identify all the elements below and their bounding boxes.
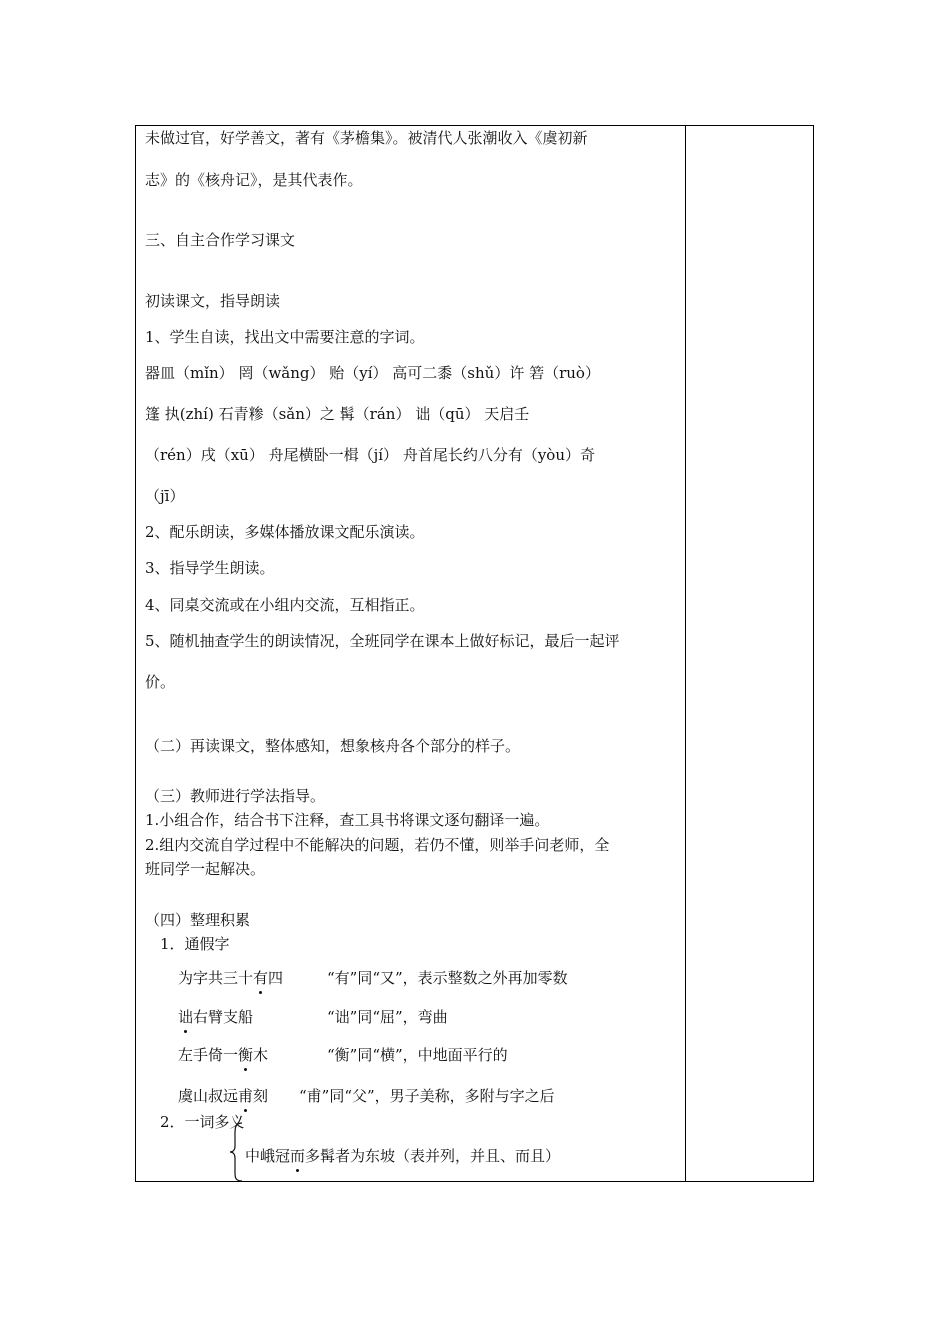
emphasis-char: 诎 bbox=[178, 1008, 194, 1026]
part-4-heading: （四）整理积累 bbox=[145, 911, 251, 929]
reading-step-1: 1、学生自读，找出文中需要注意的字词。 bbox=[145, 328, 425, 346]
reading-step-5a: 5、随机抽查学生的朗读情况，全班同学在课本上做好标记，最后一起评 bbox=[145, 632, 620, 650]
curly-brace-icon bbox=[229, 1122, 243, 1182]
reading-step-4: 4、同桌交流或在小组内交流，互相指正。 bbox=[145, 596, 425, 614]
reading-heading: 初读课文，指导朗读 bbox=[145, 292, 281, 310]
table-column-divider bbox=[685, 125, 686, 1182]
emphasis-char: 甫 bbox=[238, 1087, 254, 1105]
emphasis-char: 而 bbox=[290, 1147, 306, 1165]
tongjia-note-4: “甫”同“父”，男子美称，多附与字之后 bbox=[299, 1087, 555, 1105]
part-3-item-2b: 班同学一起解决。 bbox=[145, 860, 266, 878]
reading-step-5b: 价。 bbox=[145, 673, 176, 691]
part-3-item-2a: 2.组内交流自学过程中不能解决的问题，若仍不懂，则举手问老师，全 bbox=[145, 836, 610, 854]
part-3-item-1: 1.小组合作，结合书下注释，查工具书将课文逐句翻译一遍。 bbox=[145, 811, 550, 829]
intro-line-1: 未做过官，好学善文，著有《茅檐集》。被清代人张潮收入《虞初新 bbox=[145, 129, 588, 147]
duoyi-sentence: 中峨冠而多髯者为东坡（表并列，并且、而且） bbox=[245, 1147, 561, 1165]
tongjia-note-3: “衡”同“横”，中地面平行的 bbox=[327, 1046, 508, 1064]
tongjia-sentence-2: 诎右臂支船 bbox=[178, 1008, 254, 1026]
emphasis-char: 衡 bbox=[238, 1046, 254, 1064]
vocab-line-1: 器皿（mǐn） 罔（wǎng） 贻（yí） 高可二黍（shǔ）许 箬（ruò） bbox=[145, 364, 600, 382]
part-2: （二）再读课文，整体感知，想象核舟各个部分的样子。 bbox=[145, 737, 521, 755]
tongjia-sentence-1: 为字共三十有四 bbox=[178, 969, 284, 987]
part-3-heading: （三）教师进行学法指导。 bbox=[145, 787, 326, 805]
tongjia-note-1: “有”同“又”，表示整数之外再加零数 bbox=[327, 969, 568, 987]
part-4-sub-1: 1．通假字 bbox=[160, 935, 230, 953]
reading-step-3: 3、指导学生朗读。 bbox=[145, 559, 275, 577]
part-4-sub-2: 2．一词多义 bbox=[160, 1113, 245, 1131]
tongjia-sentence-4: 虞山叔远甫刻 bbox=[178, 1087, 269, 1105]
emphasis-char: 有 bbox=[253, 969, 269, 987]
intro-line-2: 志》的《核舟记》，是其代表作。 bbox=[145, 171, 363, 189]
vocab-line-3: （rén）戌（xū） 舟尾横卧一楫（jí） 舟首尾长约八分有（yòu）奇 bbox=[145, 446, 595, 464]
reading-step-2: 2、配乐朗读，多媒体播放课文配乐演读。 bbox=[145, 523, 425, 541]
vocab-line-2: 篷 执(zhí) 石青糁（sǎn）之 髯（rán） 诎（qū） 天启壬 bbox=[145, 405, 530, 423]
section-3-title: 三、自主合作学习课文 bbox=[145, 231, 296, 249]
tongjia-note-2: “诎”同“屈”，弯曲 bbox=[327, 1008, 448, 1026]
vocab-line-4: （jī） bbox=[145, 487, 185, 505]
tongjia-sentence-3: 左手倚一衡木 bbox=[178, 1046, 269, 1064]
